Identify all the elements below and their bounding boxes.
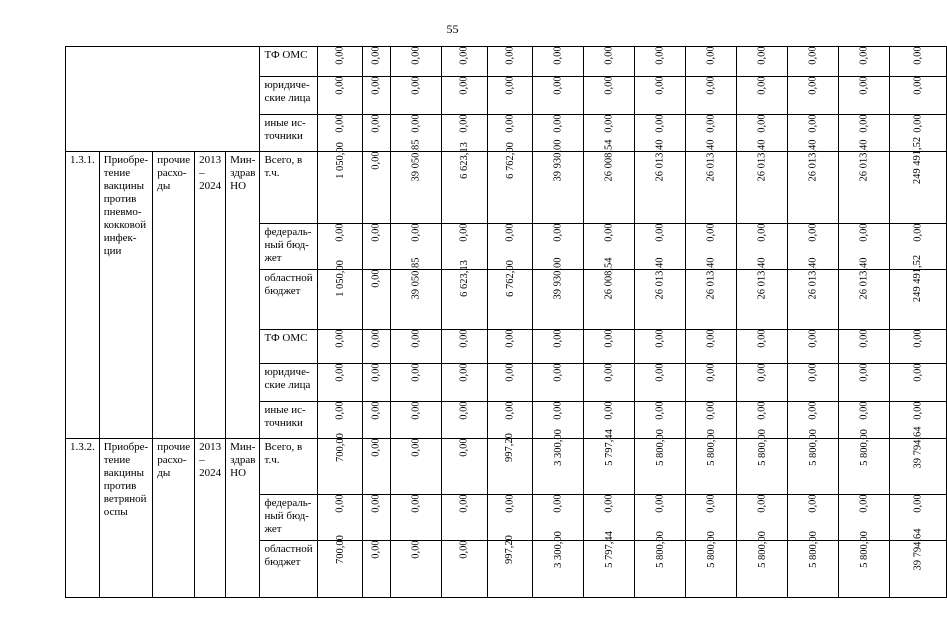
value-text: 0,00: [410, 329, 422, 348]
value-text: 5 800,00: [705, 531, 717, 568]
value-text: 26 013,40: [858, 139, 870, 182]
value-text: 39 930,00: [552, 139, 564, 182]
value-text: 26 008,54: [603, 139, 615, 182]
value-text: 5 800,00: [705, 429, 717, 466]
value-text: 0,00: [334, 494, 346, 513]
value-text: 0,00: [756, 46, 768, 65]
value-cell: [363, 77, 390, 115]
value-cell: [441, 77, 487, 115]
funding-source: юридиче- ские лица: [260, 364, 317, 402]
value-text: 0,00: [504, 494, 516, 513]
value-cell: [890, 528, 946, 598]
funding-source: областной бюджет: [260, 541, 317, 598]
value-cell: [487, 142, 533, 224]
value-cell: [839, 429, 890, 495]
value-cell: [635, 531, 686, 598]
value-text: 0,00: [858, 46, 870, 65]
value-cell: [635, 364, 686, 402]
budget-table: [65, 46, 947, 598]
value-cell: [317, 364, 363, 402]
value-cell: [390, 364, 441, 402]
value-cell: [487, 47, 533, 77]
value-text: 0,00: [410, 223, 422, 242]
value-text: 0,00: [705, 401, 717, 420]
funding-source: ТФ ОМС: [260, 47, 317, 77]
value-cell: [363, 541, 390, 598]
value-cell: [584, 47, 635, 77]
value-cell: [584, 257, 635, 330]
value-text: 39 794,64: [912, 426, 924, 469]
value-cell: [839, 139, 890, 224]
value-text: 0,00: [807, 46, 819, 65]
value-cell: [441, 47, 487, 77]
value-text: 0,00: [371, 540, 383, 559]
value-cell: [737, 139, 788, 224]
value-cell: [584, 330, 635, 364]
value-cell: [686, 257, 737, 330]
value-cell: [890, 330, 946, 364]
value-text: 0,00: [705, 46, 717, 65]
value-text: 1 050,00: [334, 260, 346, 297]
value-text: 0,00: [371, 401, 383, 420]
value-text: 39 050,85: [410, 139, 422, 182]
value-text: 0,00: [334, 401, 346, 420]
value-text: 1 050,00: [334, 142, 346, 179]
funding-source: федераль- ный бюд- жет: [260, 224, 317, 270]
value-cell: [839, 77, 890, 115]
value-text: 0,00: [603, 223, 615, 242]
value-text: 0,00: [705, 329, 717, 348]
value-text: 0,00: [807, 329, 819, 348]
page-number: 55: [446, 22, 459, 36]
value-cell: [317, 260, 363, 330]
value-text: 0,00: [603, 494, 615, 513]
value-text: 26 013,40: [858, 257, 870, 300]
value-text: 0,00: [504, 401, 516, 420]
value-text: 0,00: [807, 401, 819, 420]
value-cell: [584, 364, 635, 402]
value-text: 26 013,40: [807, 257, 819, 300]
value-text: 0,00: [458, 329, 470, 348]
value-text: 0,00: [705, 114, 717, 133]
value-text: 0,00: [552, 46, 564, 65]
value-cell: [584, 531, 635, 598]
value-cell: [363, 224, 390, 270]
value-text: 0,00: [858, 494, 870, 513]
value-text: 0,00: [410, 46, 422, 65]
value-cell: [890, 47, 946, 77]
value-cell: [890, 364, 946, 402]
funding-source: иные ис- точники: [260, 115, 317, 152]
value-text: 0,00: [504, 76, 516, 95]
value-cell: [441, 495, 487, 541]
value-cell: [441, 402, 487, 439]
value-cell: [839, 257, 890, 330]
value-text: 0,00: [458, 540, 470, 559]
value-cell: [737, 77, 788, 115]
value-text: 5 797,44: [603, 531, 615, 568]
value-text: 6 762,00: [504, 142, 516, 179]
value-text: 0,00: [807, 363, 819, 382]
value-cell: [788, 531, 839, 598]
value-text: 997,20: [504, 433, 516, 462]
value-text: 0,00: [334, 114, 346, 133]
value-cell: [441, 330, 487, 364]
value-text: 0,00: [371, 76, 383, 95]
funding-source: Всего, в т.ч.: [260, 152, 317, 224]
value-text: 0,00: [552, 76, 564, 95]
value-text: 26 013,40: [756, 257, 768, 300]
value-text: 5 800,00: [858, 531, 870, 568]
value-text: 0,00: [458, 438, 470, 457]
value-text: 0,00: [912, 401, 924, 420]
value-cell: [533, 531, 584, 598]
value-cell: [363, 47, 390, 77]
value-cell: [487, 535, 533, 598]
value-text: 0,00: [858, 223, 870, 242]
value-text: 0,00: [654, 223, 666, 242]
value-text: 0,00: [371, 151, 383, 170]
value-text: 700,00: [334, 535, 346, 564]
executor: Мин- здрав НО: [226, 439, 260, 598]
value-text: 0,00: [912, 223, 924, 242]
value-cell: [390, 541, 441, 598]
value-text: 6 623,13: [458, 142, 470, 179]
value-text: 3 300,00: [552, 429, 564, 466]
value-cell: [584, 429, 635, 495]
value-text: 0,00: [458, 363, 470, 382]
funding-source: юридиче- ские лица: [260, 77, 317, 115]
period: 2013 – 2024: [195, 439, 226, 598]
item-number: 1.3.2.: [66, 439, 100, 598]
value-cell: [737, 429, 788, 495]
value-cell: [390, 439, 441, 495]
value-text: 0,00: [912, 329, 924, 348]
value-cell: [737, 364, 788, 402]
value-text: 0,00: [705, 76, 717, 95]
value-text: 0,00: [705, 363, 717, 382]
value-text: 0,00: [504, 46, 516, 65]
value-text: 0,00: [858, 76, 870, 95]
value-text: 0,00: [705, 494, 717, 513]
value-text: 0,00: [504, 329, 516, 348]
value-cell: [635, 330, 686, 364]
value-text: 0,00: [334, 46, 346, 65]
value-text: 26 013,40: [756, 139, 768, 182]
value-text: 26 013,40: [654, 257, 666, 300]
value-cell: [788, 429, 839, 495]
value-text: 5 800,00: [807, 531, 819, 568]
value-text: 249 491,52: [912, 254, 924, 303]
table-row: [66, 47, 947, 77]
funding-source: федераль- ный бюд- жет: [260, 495, 317, 541]
table-row: [66, 152, 947, 224]
value-cell: [686, 47, 737, 77]
value-text: 3 300,00: [552, 531, 564, 568]
value-cell: [635, 77, 686, 115]
value-text: 0,00: [858, 401, 870, 420]
value-cell: [890, 77, 946, 115]
value-cell: [533, 77, 584, 115]
value-text: 5 800,00: [654, 429, 666, 466]
value-cell: [839, 531, 890, 598]
value-cell: [737, 531, 788, 598]
value-text: 0,00: [603, 329, 615, 348]
value-cell: [635, 429, 686, 495]
value-text: 0,00: [654, 329, 666, 348]
value-cell: [317, 433, 363, 495]
value-text: 0,00: [504, 223, 516, 242]
value-cell: [363, 330, 390, 364]
value-text: 0,00: [410, 540, 422, 559]
value-text: 0,00: [371, 438, 383, 457]
value-cell: [487, 364, 533, 402]
value-text: 26 008,54: [603, 257, 615, 300]
value-text: 0,00: [756, 114, 768, 133]
value-cell: [317, 77, 363, 115]
value-cell: [363, 439, 390, 495]
empty-cell: [66, 47, 260, 152]
value-cell: [686, 77, 737, 115]
value-cell: [788, 139, 839, 224]
value-text: 39 930,00: [552, 257, 564, 300]
value-text: 0,00: [654, 494, 666, 513]
value-cell: [737, 47, 788, 77]
value-cell: [788, 77, 839, 115]
value-text: 0,00: [705, 223, 717, 242]
value-text: 5 800,00: [654, 531, 666, 568]
value-cell: [390, 47, 441, 77]
value-cell: [390, 495, 441, 541]
funding-source: Всего, в т.ч.: [260, 439, 317, 495]
value-text: 0,00: [603, 114, 615, 133]
value-text: 0,00: [912, 363, 924, 382]
value-text: 0,00: [654, 46, 666, 65]
value-text: 997,20: [504, 535, 516, 564]
value-cell: [441, 364, 487, 402]
value-text: 0,00: [756, 329, 768, 348]
value-text: 0,00: [807, 76, 819, 95]
value-text: 0,00: [504, 114, 516, 133]
value-cell: [363, 364, 390, 402]
value-text: 0,00: [603, 46, 615, 65]
value-text: 0,00: [858, 329, 870, 348]
value-text: 0,00: [410, 438, 422, 457]
value-text: 0,00: [410, 114, 422, 133]
value-text: 39 794,64: [912, 528, 924, 571]
value-text: 0,00: [654, 76, 666, 95]
value-cell: [441, 541, 487, 598]
value-cell: [317, 330, 363, 364]
value-text: 0,00: [603, 76, 615, 95]
value-cell: [635, 47, 686, 77]
value-text: 0,00: [334, 76, 346, 95]
value-text: 0,00: [912, 46, 924, 65]
value-text: 0,00: [458, 401, 470, 420]
value-cell: [441, 260, 487, 330]
value-text: 0,00: [371, 46, 383, 65]
value-cell: [363, 115, 390, 152]
value-cell: [487, 330, 533, 364]
value-text: 0,00: [371, 223, 383, 242]
value-cell: [890, 426, 946, 495]
value-text: 0,00: [334, 223, 346, 242]
value-cell: [839, 47, 890, 77]
value-text: 5 800,00: [858, 429, 870, 466]
value-text: 5 800,00: [756, 531, 768, 568]
value-text: 0,00: [807, 223, 819, 242]
value-cell: [533, 429, 584, 495]
item-number: 1.3.1.: [66, 152, 100, 439]
expense-type: прочие расхо- ды: [153, 439, 195, 598]
value-cell: [317, 495, 363, 541]
value-text: 0,00: [458, 114, 470, 133]
value-text: 0,00: [552, 329, 564, 348]
value-cell: [390, 77, 441, 115]
value-text: 26 013,40: [654, 139, 666, 182]
value-text: 0,00: [410, 363, 422, 382]
value-text: 5 800,00: [807, 429, 819, 466]
value-text: 0,00: [410, 494, 422, 513]
value-text: 5 797,44: [603, 429, 615, 466]
value-cell: [487, 77, 533, 115]
value-text: 0,00: [458, 494, 470, 513]
value-text: 0,00: [410, 76, 422, 95]
value-cell: [317, 47, 363, 77]
executor: Мин- здрав НО: [226, 152, 260, 439]
value-cell: [363, 495, 390, 541]
funding-source: ТФ ОМС: [260, 330, 317, 364]
value-cell: [390, 139, 441, 224]
value-cell: [635, 257, 686, 330]
value-text: 5 800,00: [756, 429, 768, 466]
value-text: 0,00: [858, 363, 870, 382]
value-text: 0,00: [458, 46, 470, 65]
value-cell: [686, 330, 737, 364]
value-text: 0,00: [756, 363, 768, 382]
value-text: 0,00: [807, 494, 819, 513]
expense-type: прочие расхо- ды: [153, 152, 195, 439]
value-text: 0,00: [371, 363, 383, 382]
item-name: Приобре- тение вакцины против ветряной оспы: [99, 439, 152, 598]
value-text: 249 491,52: [912, 136, 924, 185]
value-text: 0,00: [410, 401, 422, 420]
value-cell: [533, 330, 584, 364]
table-row: [66, 439, 947, 495]
value-text: 0,00: [654, 363, 666, 382]
value-cell: [390, 402, 441, 439]
value-text: 0,00: [552, 223, 564, 242]
value-text: 0,00: [371, 269, 383, 288]
value-text: 0,00: [858, 114, 870, 133]
value-text: 0,00: [912, 76, 924, 95]
value-cell: [533, 139, 584, 224]
value-cell: [686, 139, 737, 224]
value-text: 0,00: [756, 223, 768, 242]
value-text: 0,00: [371, 494, 383, 513]
value-text: 0,00: [603, 363, 615, 382]
value-cell: [686, 364, 737, 402]
value-cell: [686, 531, 737, 598]
value-cell: [737, 330, 788, 364]
value-text: 0,00: [756, 76, 768, 95]
item-name: Приобре- тение вакцины против пневмо- кокковой инфек- ции: [99, 152, 152, 439]
value-cell: [686, 429, 737, 495]
value-text: 0,00: [458, 223, 470, 242]
value-cell: [363, 270, 390, 330]
value-text: 0,00: [654, 401, 666, 420]
value-text: 0,00: [334, 329, 346, 348]
value-text: 6 762,00: [504, 260, 516, 297]
value-cell: [533, 364, 584, 402]
value-cell: [839, 330, 890, 364]
value-cell: [533, 47, 584, 77]
value-text: 0,00: [504, 363, 516, 382]
value-cell: [788, 257, 839, 330]
value-cell: [363, 152, 390, 224]
value-text: 700,00: [334, 433, 346, 462]
value-text: 0,00: [552, 363, 564, 382]
value-text: 0,00: [371, 114, 383, 133]
value-cell: [788, 330, 839, 364]
value-cell: [737, 257, 788, 330]
funding-source: областной бюджет: [260, 270, 317, 330]
value-text: 0,00: [603, 401, 615, 420]
value-cell: [363, 402, 390, 439]
value-cell: [390, 330, 441, 364]
value-cell: [788, 364, 839, 402]
value-text: 0,00: [552, 114, 564, 133]
value-cell: [390, 257, 441, 330]
value-cell: [635, 139, 686, 224]
value-text: 0,00: [552, 401, 564, 420]
value-text: 26 013,40: [705, 257, 717, 300]
value-text: 0,00: [756, 401, 768, 420]
value-text: 0,00: [654, 114, 666, 133]
value-cell: [839, 364, 890, 402]
value-cell: [487, 433, 533, 495]
value-cell: [533, 257, 584, 330]
value-cell: [441, 142, 487, 224]
value-text: 6 623,13: [458, 260, 470, 297]
value-cell: [890, 136, 946, 224]
period: 2013 – 2024: [195, 152, 226, 439]
value-text: 0,00: [458, 76, 470, 95]
value-text: 0,00: [334, 363, 346, 382]
value-cell: [317, 142, 363, 224]
value-text: 0,00: [371, 329, 383, 348]
value-text: 26 013,40: [705, 139, 717, 182]
value-cell: [584, 77, 635, 115]
value-cell: [788, 47, 839, 77]
value-text: 0,00: [912, 494, 924, 513]
value-text: 0,00: [912, 114, 924, 133]
funding-source: иные ис- точники: [260, 402, 317, 439]
value-text: 0,00: [807, 114, 819, 133]
value-text: 0,00: [756, 494, 768, 513]
value-cell: [317, 535, 363, 598]
value-text: 26 013,40: [807, 139, 819, 182]
value-cell: [890, 254, 946, 330]
value-cell: [487, 495, 533, 541]
value-cell: [487, 260, 533, 330]
value-cell: [584, 139, 635, 224]
value-text: 0,00: [552, 494, 564, 513]
value-text: 39 050,85: [410, 257, 422, 300]
value-cell: [441, 439, 487, 495]
